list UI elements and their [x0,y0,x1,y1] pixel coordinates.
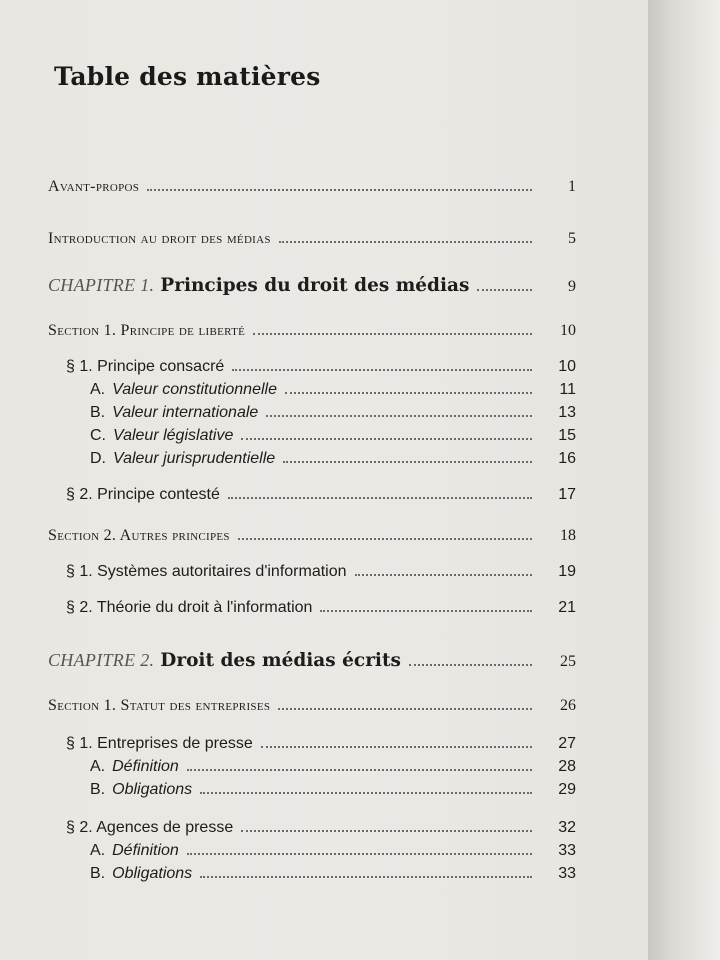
toc-entry [66,480,576,504]
page-number: 1 [568,178,576,195]
entry-label: § 1. Systèmes autoritaires d'information [66,563,347,580]
leader-dots [147,189,532,191]
leader-dots [278,708,532,710]
leader-dots [320,610,532,612]
page-number: 29 [558,781,576,798]
toc-entry [90,859,576,883]
page-number: 26 [560,697,576,714]
chapter-title: Principes du droit des médias [160,275,470,296]
leader-dots [232,369,532,371]
leader-dots [200,792,532,794]
page-number: 17 [558,486,576,503]
entry-letter: A. [90,381,106,398]
toc-entry [48,521,576,545]
entry-label: Obligations [112,781,193,798]
entry-letter: B. [90,404,106,421]
leader-dots [200,876,532,878]
entry-letter: C. [90,427,106,444]
leader-dots [279,241,532,243]
entry-label: § 2. Théorie du droit à l'information [66,599,313,616]
page-number: 25 [560,653,576,670]
leader-dots [238,538,532,540]
page-number: 27 [558,735,576,752]
entry-letter: A. [90,758,106,775]
entry-label: Valeur constitutionnelle [112,381,277,398]
page-number: 28 [558,758,576,775]
toc-entry [66,352,576,376]
entry-label: Avant-propos [48,178,140,195]
entry-label: Définition [112,758,179,775]
toc-entry [66,593,576,617]
leader-dots [283,461,532,463]
leader-dots [228,497,532,499]
toc-entry [48,647,576,671]
page-number: 21 [558,599,576,616]
leader-dots [253,333,532,335]
entry-label: Valeur jurisprudentielle [113,450,276,467]
page-edge [648,0,720,960]
toc-entry [90,836,576,860]
entry-label: Section 1. Statut des entreprises [48,697,271,714]
toc-entry [48,172,576,196]
page-number: 13 [558,404,576,421]
entry-label: Obligations [112,865,193,882]
page-number: 5 [568,230,576,247]
page-number: 9 [568,278,576,295]
page-number: 19 [558,563,576,580]
toc-entry [48,316,576,340]
page-number: 10 [558,358,576,375]
leader-dots [409,664,532,666]
leader-dots [187,853,532,855]
toc-entry [48,224,576,248]
entry-label: Définition [112,842,179,859]
entry-label: § 2. Agences de presse [66,819,234,836]
toc-entry [90,752,576,776]
entry-letter: B. [90,781,106,798]
toc-entry [48,691,576,715]
entry-letter: A. [90,842,106,859]
page-number: 18 [560,527,576,544]
toc-entry [90,775,576,799]
leader-dots [477,289,532,291]
leader-dots [285,392,532,394]
toc-entry [66,557,576,581]
chapter-number: CHAPITRE 1. [48,275,155,295]
toc-entry [66,729,576,753]
toc-entry [48,272,576,296]
entry-label: Section 2. Autres principes [48,527,230,544]
page-title: Table des matières [54,62,321,91]
leader-dots [241,438,532,440]
page-number: 16 [558,450,576,467]
entry-label: Introduction au droit des médias [48,230,271,247]
entry-letter: B. [90,865,106,882]
entry-label: § 1. Principe consacré [66,358,225,375]
page-number: 11 [559,381,576,398]
toc-entry [90,421,576,445]
entry-label: Valeur internationale [112,404,259,421]
page-number: 10 [560,322,576,339]
leader-dots [261,746,532,748]
page-number: 33 [558,842,576,859]
leader-dots [266,415,532,417]
page-number: 33 [558,865,576,882]
chapter-number: CHAPITRE 2. [48,650,155,670]
toc-entry [66,813,576,837]
entry-label: Valeur législative [113,427,234,444]
leader-dots [241,830,532,832]
toc-entry [90,375,576,399]
leader-dots [355,574,532,576]
entry-label: Section 1. Principe de liberté [48,322,246,339]
toc-entry [90,444,576,468]
chapter-title: Droit des médias écrits [160,650,401,671]
entry-letter: D. [90,450,106,467]
page-number: 15 [558,427,576,444]
page-number: 32 [558,819,576,836]
entry-label: § 1. Entreprises de presse [66,735,253,752]
entry-label: § 2. Principe contesté [66,486,220,503]
toc-entry [90,398,576,422]
leader-dots [187,769,532,771]
